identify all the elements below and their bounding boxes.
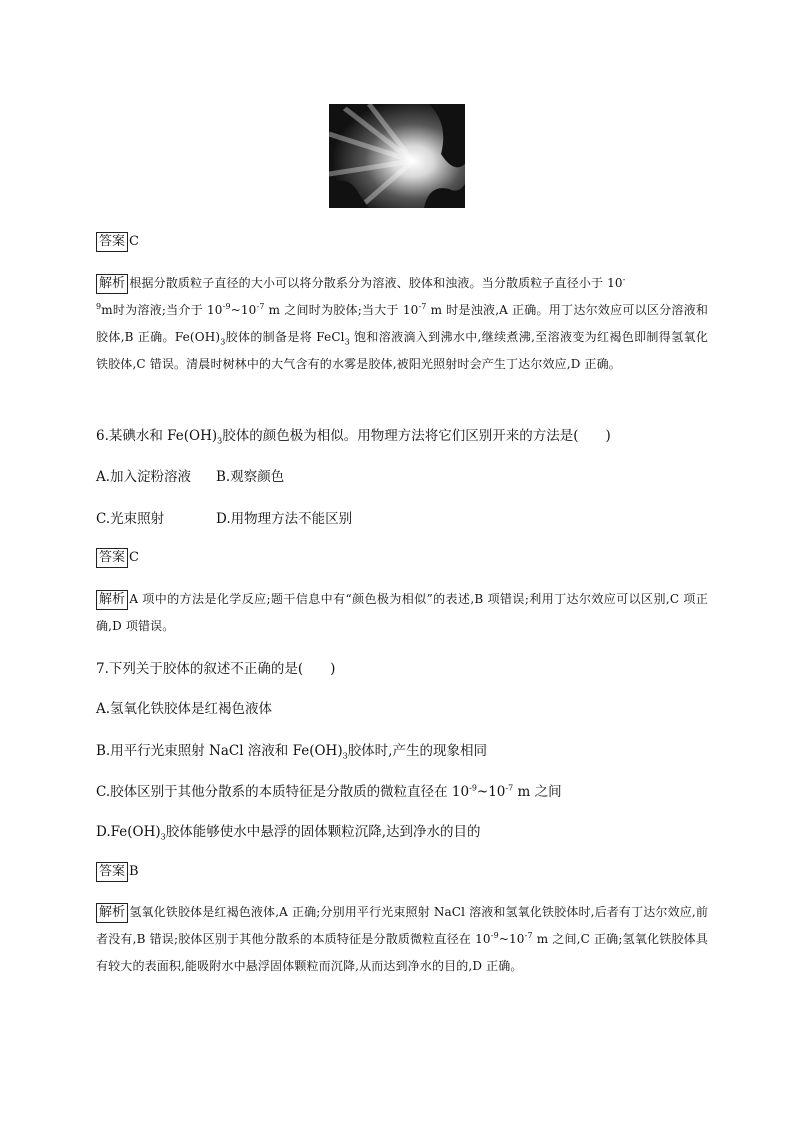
q6-option-a[interactable]: A.加入淀粉溶液 [96,469,192,485]
q7-option-d[interactable]: $D.Fe(OH)_3$胶体能够使水中悬浮的固体颗粒沉降,达到净水的目的 [96,824,481,842]
explanation-tag: 解析 [96,274,128,294]
q7-answer-line [96,862,708,882]
question-6-stem: 6.某碘水和 $Fe(OH)_3$胶体的颜色极为相似。用物理方法将它们区别开来的方法是( ) [96,428,611,446]
answer-tag: 答案 [96,232,128,252]
prev-explanation: 解析 根据分散质粒子直径的大小可以将分散系分为溶液、胶体和浊液。当分散质粒子直径小于 10- $^9$m时为溶液;当介于 $10^{-9}\sim 10^{-7}$ m 之间时为胶体;当大于 $10^{-7}$ m 时是浊液,A 正确。用丁达尔效应可以区分溶液和胶体,B 正确。$Fe(OH)_3$胶体的制备是将 FeCl$_3$ 饱和溶液滴入到沸水中,继续煮沸,至溶液变为红褐色即制得氢氧化铁胶体,C 错误。清晨时树林中的大气含有的水雾是胶体,被阳光照射时会产生丁达尔效应,D 正确。 [96,275,708,371]
question-6-options-row-1 [96,467,708,487]
answer-tag: 答案 [96,862,128,882]
q6-option-b[interactable]: B.观察颜色 [216,469,285,485]
answer-value: B [129,864,139,879]
prev-answer-line [96,232,708,252]
q7-option-c[interactable]: C.胶体区别于其他分散系的本质特征是分散质的微粒直径在 $10^{-9}\sim 10^{-7}$ m 之间 [96,783,562,800]
q6-explanation: 解析 A 项中的方法是化学反应;题干信息中有“颜色极为相似”的表述,B 项错误;利用丁达尔效应可以区别,C 项正确,D 项错误。 [96,592,708,633]
answer-value: C [129,550,139,565]
question-7-stem: 7.下列关于胶体的叙述不正确的是( ) [96,661,336,677]
q6-option-d[interactable]: D.用物理方法不能区别 [216,511,353,527]
q7-explanation: 解析 氢氧化铁胶体是红褐色液体,A 正确;分别用平行光束照射 NaCl 溶液和氢氧化铁胶体时,后者有丁达尔效应,前者没有,B 错误;胶体区别于其他分散系的本质特征是分散质微粒直径在 $10^{-9}\sim 10^{-7}$ m 之间,C 正确;氢氧化铁胶体具有较大的表面积,能吸附水中悬浮固体颗粒而沉降,从而达到净水的目的,D 正确。 [96,905,709,973]
explanation-tag: 解析 [96,903,128,923]
answer-value: C [129,234,139,249]
question-6-options-row-2 [96,509,708,529]
q6-option-c[interactable]: C.光束照射 [96,511,165,527]
answer-tag: 答案 [96,548,128,568]
q6-answer-line [96,548,708,568]
tyndall-forest-photo [329,104,465,208]
q7-option-b[interactable]: B.用平行光束照射 NaCl 溶液和 $Fe(OH)_3$胶体时,产生的现象相同 [96,743,487,761]
q7-option-a[interactable]: A.氢氧化铁胶体是红褐色液体 [96,701,273,717]
explanation-tag: 解析 [96,590,128,610]
